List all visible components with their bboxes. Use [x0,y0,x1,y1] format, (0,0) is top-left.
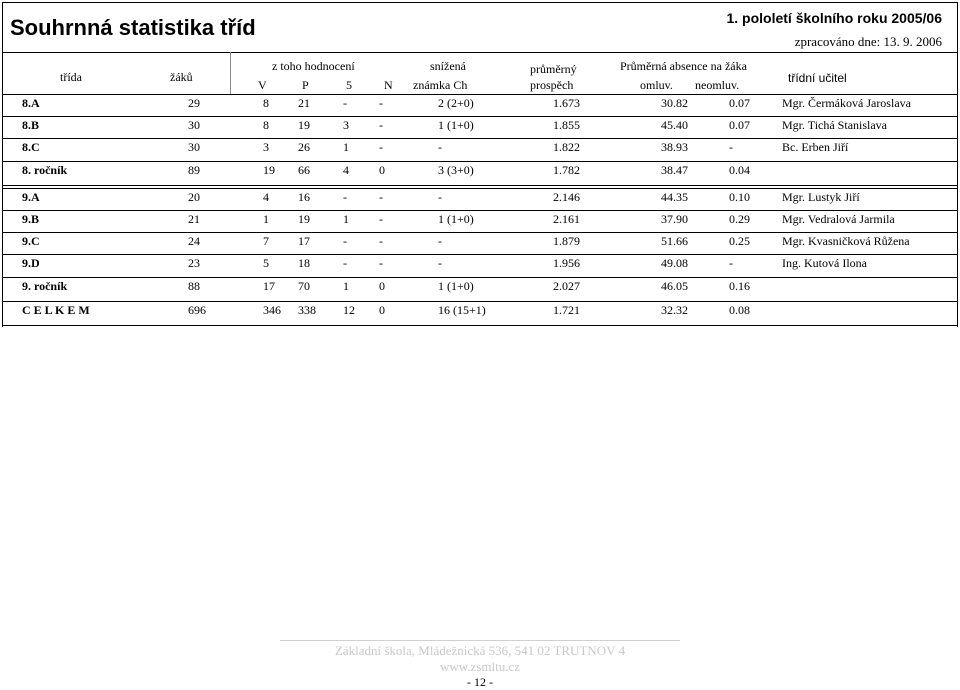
col-ucitel: třídní učitel [788,71,847,85]
row-divider [2,325,958,326]
cell-trida: 8.C [22,140,40,154]
cell-trida: 9.C [22,234,40,248]
cell-p: 21 [298,96,310,110]
cell-p: 70 [298,279,310,293]
period-label: 1. pololetí školního roku 2005/06 [726,10,942,26]
cell-ch: 16 (15+1) [438,303,486,317]
cell-v: 4 [263,190,269,204]
cell-p: 18 [298,256,310,270]
cell-c5: - [343,96,347,110]
cell-c5: 4 [343,163,349,177]
cell-neomluv: 0.16 [729,279,750,293]
row-divider [2,161,958,162]
header-top-line [2,52,958,53]
cell-n: - [379,212,383,226]
cell-omluv: 46.05 [661,279,688,293]
cell-neomluv: - [729,140,733,154]
cell-ucitel: Mgr. Kvasničková Růžena [782,234,910,248]
cell-p: 66 [298,163,310,177]
cell-n: - [379,234,383,248]
cell-c5: 3 [343,118,349,132]
top-border [2,2,958,3]
cell-neomluv: 0.08 [729,303,750,317]
col-absence: Průměrná absence na žáka [620,59,747,73]
cell-zaku: 89 [188,163,200,177]
left-border [2,2,3,327]
cell-zaku: 21 [188,212,200,226]
cell-v: 8 [263,96,269,110]
cell-ch: 3 (3+0) [438,163,474,177]
cell-v: 3 [263,140,269,154]
cell-ch: - [438,140,442,154]
cell-omluv: 38.93 [661,140,688,154]
footer-address: Základní škola, Mládežnická 536, 541 02 TRUTNOV 4 [334,643,626,658]
cell-n: 0 [379,303,385,317]
cell-v: 1 [263,212,269,226]
cell-p: 338 [298,303,316,317]
cell-neomluv: 0.25 [729,234,750,248]
col-prospech: prospěch [530,78,574,92]
cell-zaku: 696 [188,303,206,317]
cell-prumer: 2.027 [553,279,580,293]
cell-prumer: 1.822 [553,140,580,154]
cell-prumer: 2.146 [553,190,580,204]
col-neomluv: neomluv. [695,78,740,92]
cell-omluv: 51.66 [661,234,688,248]
cell-c5: 12 [343,303,355,317]
cell-prumer: 1.782 [553,163,580,177]
cell-trida: 9. ročník [22,279,68,293]
col-prumerny: průměrný [530,62,577,76]
row-divider [2,188,958,189]
cell-omluv: 49.08 [661,256,688,270]
footer-separator [280,640,680,641]
cell-prumer: 2.161 [553,212,580,226]
cell-n: - [379,190,383,204]
footer-web: www.zsmltu.cz [439,659,521,674]
cell-zaku: 30 [188,118,200,132]
cell-neomluv: 0.04 [729,163,750,177]
cell-omluv: 32.32 [661,303,688,317]
cell-prumer: 1.855 [553,118,580,132]
cell-v: 5 [263,256,269,270]
cell-zaku: 23 [188,256,200,270]
cell-n: - [379,256,383,270]
cell-ch: 2 (2+0) [438,96,474,110]
cell-zaku: 24 [188,234,200,248]
cell-omluv: 30.82 [661,96,688,110]
cell-c5: - [343,190,347,204]
right-border [957,2,958,327]
col-snizena: snížená [430,59,466,73]
col-omluv: omluv. [640,78,673,92]
row-divider [2,232,958,233]
cell-neomluv: 0.07 [729,118,750,132]
cell-omluv: 44.35 [661,190,688,204]
cell-prumer: 1.956 [553,256,580,270]
cell-n: - [379,118,383,132]
cell-p: 19 [298,212,310,226]
cell-neomluv: 0.29 [729,212,750,226]
cell-n: 0 [379,279,385,293]
cell-c5: - [343,256,347,270]
cell-zaku: 29 [188,96,200,110]
cell-c5: 1 [343,140,349,154]
cell-p: 26 [298,140,310,154]
processed-date: zpracováno dne: 13. 9. 2006 [794,34,942,49]
cell-trida: 8. ročník [22,163,68,177]
col-z-toho: z toho hodnocení [272,59,355,73]
row-divider [2,94,958,95]
cell-c5: 1 [343,279,349,293]
cell-zaku: 20 [188,190,200,204]
cell-v: 346 [263,303,281,317]
cell-ucitel: Mgr. Tichá Stanislava [782,118,888,132]
cell-n: - [379,96,383,110]
cell-c5: - [343,234,347,248]
row-divider [2,185,958,186]
col-n: N [384,78,393,92]
cell-neomluv: 0.10 [729,190,750,204]
cell-trida: 8.B [22,118,40,132]
row-divider [2,254,958,255]
cell-zaku: 30 [188,140,200,154]
cell-ch: - [438,256,442,270]
cell-omluv: 45.40 [661,118,688,132]
cell-v: 7 [263,234,269,248]
cell-ch: 1 (1+0) [438,118,474,132]
cell-n: - [379,140,383,154]
col-5: 5 [346,78,352,92]
cell-p: 16 [298,190,310,204]
col-trida: třída [60,70,82,84]
cell-trida: 9.A [22,190,40,204]
cell-prumer: 1.673 [553,96,580,110]
cell-c5: 1 [343,212,349,226]
col-v: V [258,78,267,92]
cell-trida: 9.B [22,212,40,226]
cell-p: 19 [298,118,310,132]
cell-zaku: 88 [188,279,200,293]
cell-trida: C E L K E M [22,303,90,317]
cell-ucitel: Mgr. Lustyk Jiří [782,190,860,204]
header-divider [230,52,231,94]
page-number: - 12 - [467,675,493,689]
cell-ucitel: Mgr. Čermáková Jaroslava [782,96,911,110]
cell-v: 8 [263,118,269,132]
row-divider [2,138,958,139]
cell-v: 17 [263,279,275,293]
col-p: P [302,78,309,92]
cell-ucitel: Mgr. Vedralová Jarmila [782,212,895,226]
row-divider [2,116,958,117]
cell-ch: 1 (1+0) [438,279,474,293]
row-divider [2,277,958,278]
cell-ch: - [438,190,442,204]
page-title: Souhrnná statistika tříd [10,15,256,40]
cell-neomluv: 0.07 [729,96,750,110]
cell-omluv: 37.90 [661,212,688,226]
col-zaku: žáků [170,70,193,84]
cell-ucitel: Bc. Erben Jiří [782,140,849,154]
cell-prumer: 1.879 [553,234,580,248]
cell-v: 19 [263,163,275,177]
cell-omluv: 38.47 [661,163,688,177]
col-znamka-ch: známka Ch [413,78,468,92]
cell-trida: 8.A [22,96,40,110]
cell-ch: 1 (1+0) [438,212,474,226]
cell-p: 17 [298,234,310,248]
row-divider [2,210,958,211]
cell-prumer: 1.721 [553,303,580,317]
cell-ch: - [438,234,442,248]
row-divider [2,301,958,302]
cell-trida: 9.D [22,256,40,270]
cell-neomluv: - [729,256,733,270]
cell-ucitel: Ing. Kutová Ilona [782,256,867,270]
cell-n: 0 [379,163,385,177]
